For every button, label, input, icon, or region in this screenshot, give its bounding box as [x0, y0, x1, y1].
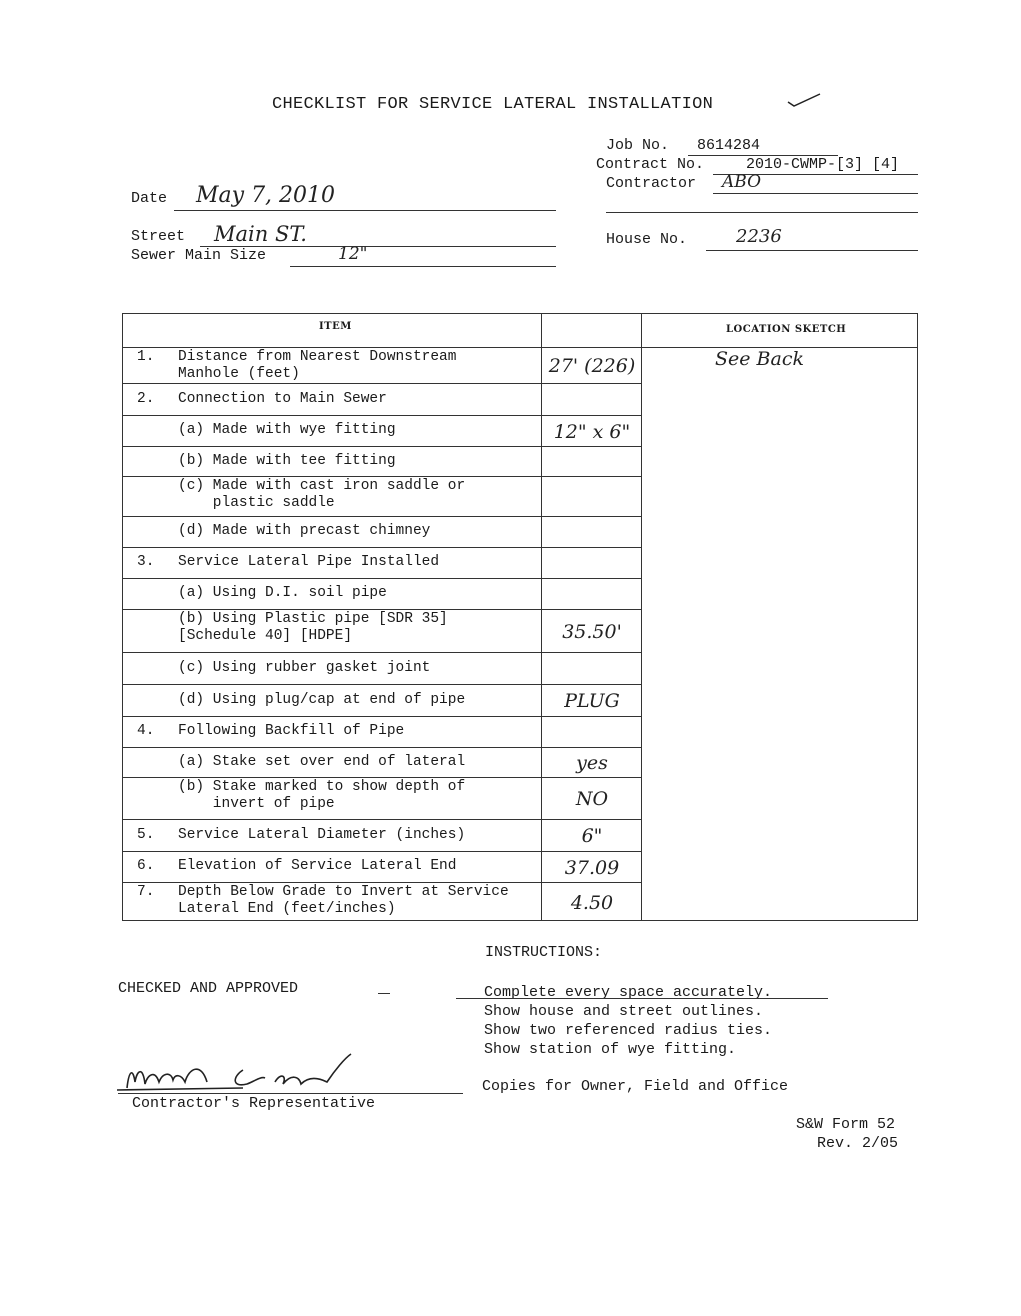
date-value: May 7, 2010: [196, 183, 336, 208]
row-item-text: (d) Made with precast chimney: [178, 523, 431, 539]
row-item-text: (b) Stake marked to show depth of invert of pipe: [178, 779, 466, 812]
revision: Rev. 2/05: [817, 1135, 899, 1152]
date-label: Date: [131, 190, 168, 207]
row-value: 4.50: [570, 892, 614, 914]
signature-icon: [115, 1048, 375, 1096]
row-value: PLUG: [564, 690, 620, 712]
checklist-table: [122, 313, 918, 921]
row-value: NO: [575, 788, 609, 810]
row-item-text: Following Backfill of Pipe: [178, 723, 405, 739]
job-no-value: 8614284: [697, 137, 761, 154]
table-row: [123, 851, 641, 882]
house-no-value: 2236: [736, 226, 782, 247]
table-row: [123, 609, 641, 652]
row-item-text: Service Lateral Diameter (inches): [178, 827, 466, 843]
row-item-text: (b) Using Plastic pipe [SDR 35] [Schedule 40] [HDPE]: [178, 611, 448, 644]
contract-no-label: Contract No.: [596, 156, 705, 173]
row-item-text: Elevation of Service Lateral End: [178, 858, 457, 874]
row-item-text: (c) Made with cast iron saddle or plastic saddle: [178, 478, 466, 511]
house-no-label: House No.: [606, 231, 688, 248]
instructions-label: INSTRUCTIONS:: [485, 944, 603, 961]
checkmark-icon: [786, 92, 822, 110]
row-value: 6": [581, 825, 603, 847]
table-row: [123, 819, 641, 851]
form-number: S&W Form 52: [796, 1116, 896, 1133]
row-number: 1.: [137, 349, 155, 365]
sewer-main-value: 12": [338, 244, 368, 264]
sketch-note: See Back: [715, 348, 804, 370]
table-row: [123, 415, 641, 446]
row-number: 2.: [137, 391, 155, 407]
row-item-text: (b) Made with tee fitting: [178, 453, 396, 469]
checked-approved: CHECKED AND APPROVED: [118, 980, 299, 997]
row-item-text: (c) Using rubber gasket joint: [178, 660, 431, 676]
table-row: [123, 777, 641, 819]
table-row: [123, 716, 641, 747]
row-number: 4.: [137, 723, 155, 739]
table-row: [123, 747, 641, 777]
table-row: [123, 882, 641, 921]
row-item-text: Distance from Nearest Downstream Manhole (feet): [178, 349, 457, 382]
contractor-value: ABO: [722, 172, 762, 192]
street-label: Street: [131, 228, 186, 245]
instruction-4: Show station of wye fitting.: [484, 1041, 737, 1058]
row-item-text: (a) Using D.I. soil pipe: [178, 585, 387, 601]
copies-note: Copies for Owner, Field and Office: [482, 1078, 789, 1095]
instruction-2: Show house and street outlines.: [484, 1003, 764, 1020]
sketch-header: LOCATION SKETCH: [726, 324, 847, 335]
row-value: 35.50': [562, 621, 622, 643]
row-value: 37.09: [564, 857, 620, 879]
row-number: 6.: [137, 858, 155, 874]
table-row: [123, 652, 641, 684]
instruction-1: Complete every space accurately.: [484, 984, 773, 1001]
contractor-label: Contractor: [606, 175, 697, 192]
table-row: [123, 476, 641, 516]
row-item-text: Connection to Main Sewer: [178, 391, 387, 407]
table-row: [123, 446, 641, 476]
street-value: Main ST.: [214, 222, 307, 246]
row-value: 27' (226): [548, 355, 636, 377]
row-item-text: (a) Stake set over end of lateral: [178, 754, 466, 770]
row-item-text: (a) Made with wye fitting: [178, 422, 396, 438]
row-value: yes: [576, 752, 608, 774]
row-item-text: (d) Using plug/cap at end of pipe: [178, 692, 466, 708]
item-header: ITEM: [319, 321, 352, 332]
row-number: 3.: [137, 554, 155, 570]
form-title: CHECKLIST FOR SERVICE LATERAL INSTALLATION: [272, 95, 714, 114]
table-row: [123, 516, 641, 547]
row-number: 5.: [137, 827, 155, 843]
table-row: [123, 684, 641, 716]
instruction-3: Show two referenced radius ties.: [484, 1022, 773, 1039]
table-row: [123, 578, 641, 609]
table-row: [123, 547, 641, 578]
table-row: [123, 347, 641, 383]
job-no-label: Job No.: [606, 137, 670, 154]
sewer-main-label: Sewer Main Size: [131, 247, 267, 264]
row-item-text: Service Lateral Pipe Installed: [178, 554, 440, 570]
row-value: 12" x 6": [553, 421, 631, 443]
rep-label: Contractor's Representative: [132, 1095, 376, 1112]
row-number: 7.: [137, 884, 155, 900]
row-item-text: Depth Below Grade to Invert at Service Lateral End (feet/inches): [178, 884, 509, 917]
contract-no-value: 2010-CWMP-[3] [4]: [746, 156, 900, 173]
table-row: [123, 383, 641, 415]
